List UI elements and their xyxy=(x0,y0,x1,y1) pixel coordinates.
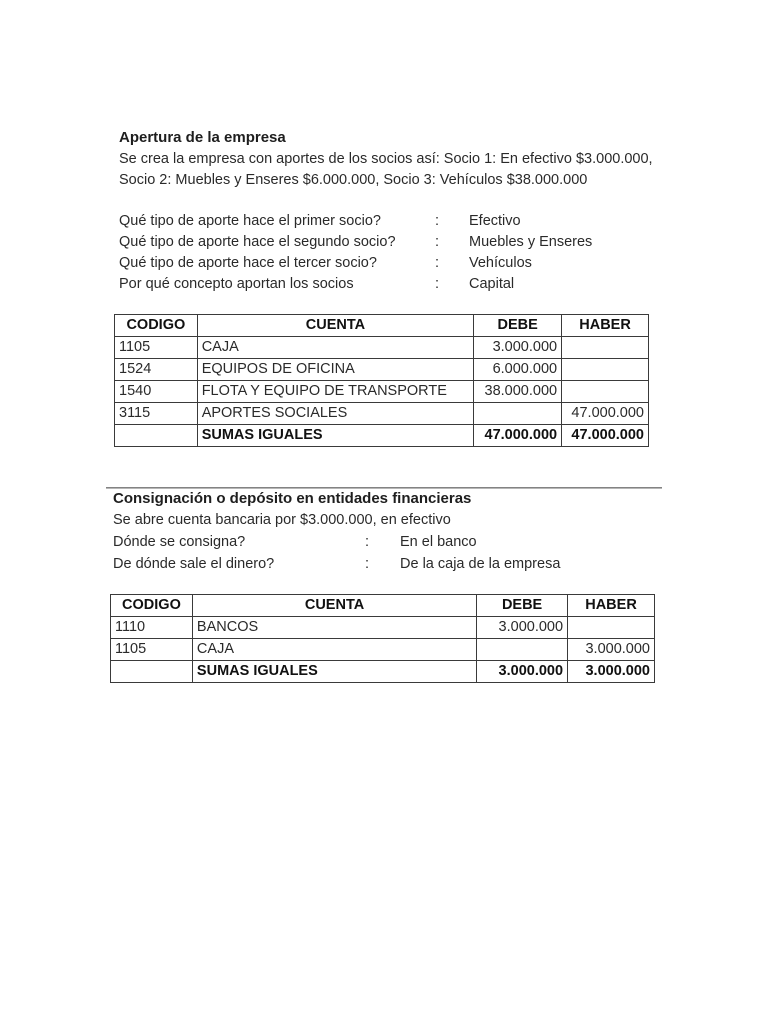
qa-row xyxy=(119,253,639,274)
cell-cuenta: APORTES SOCIALES xyxy=(197,403,474,425)
qa-list xyxy=(119,211,639,295)
header-haber: HABER xyxy=(568,595,655,617)
cell-debe: 3.000.000 xyxy=(477,617,568,639)
cell-cuenta: CAJA xyxy=(197,337,474,359)
qa-row xyxy=(113,553,593,575)
cell-debe: 38.000.000 xyxy=(474,381,562,403)
header-codigo: CODIGO xyxy=(111,595,193,617)
total-label: SUMAS IGUALES xyxy=(197,425,474,447)
qa-question: Dónde se consigna? xyxy=(113,534,246,550)
qa-question: Por qué concepto aportan los socios xyxy=(119,276,354,292)
cell-codigo: 1110 xyxy=(111,617,193,639)
qa-separator: : xyxy=(365,534,370,550)
total-haber: 3.000.000 xyxy=(568,661,655,683)
cell-debe: 6.000.000 xyxy=(474,359,562,381)
qa-answer: En el banco xyxy=(400,534,477,550)
cell-codigo: 1105 xyxy=(111,639,193,661)
cell-codigo: 1540 xyxy=(115,381,198,403)
table-total-row xyxy=(111,661,655,683)
cell-codigo: 1524 xyxy=(115,359,198,381)
header-haber: HABER xyxy=(562,315,649,337)
cell-codigo: 1105 xyxy=(115,337,198,359)
cell-cuenta: CAJA xyxy=(192,639,476,661)
header-cuenta: CUENTA xyxy=(192,595,476,617)
header-debe: DEBE xyxy=(474,315,562,337)
section-title: Apertura de la empresa xyxy=(119,129,286,146)
journal-table-consignacion xyxy=(110,594,655,683)
cell-haber xyxy=(568,617,655,639)
header-codigo: CODIGO xyxy=(115,315,198,337)
qa-row xyxy=(119,274,639,295)
table-row xyxy=(111,617,655,639)
qa-separator: : xyxy=(435,234,440,250)
cell-debe xyxy=(474,403,562,425)
qa-answer: De la caja de la empresa xyxy=(400,556,561,572)
cell-haber: 3.000.000 xyxy=(568,639,655,661)
section-apertura xyxy=(119,128,653,191)
cell-haber: 47.000.000 xyxy=(562,403,649,425)
table-header-row xyxy=(115,315,649,337)
cell-cuenta: FLOTA Y EQUIPO DE TRANSPORTE xyxy=(197,381,474,403)
table-row xyxy=(115,403,649,425)
qa-row xyxy=(119,211,639,232)
cell-haber xyxy=(562,337,649,359)
cell-haber xyxy=(562,359,649,381)
cell-cuenta: EQUIPOS DE OFICINA xyxy=(197,359,474,381)
qa-answer: Efectivo xyxy=(469,213,521,229)
qa-question: Qué tipo de aporte hace el primer socio? xyxy=(119,213,381,229)
paragraph-line: Socio 2: Muebles y Enseres $6.000.000, Socio 3: Vehículos $38.000.000 xyxy=(119,172,588,188)
qa-row xyxy=(119,232,639,253)
total-label: SUMAS IGUALES xyxy=(192,661,476,683)
cell-debe xyxy=(477,639,568,661)
qa-list xyxy=(113,531,593,575)
table-row xyxy=(115,381,649,403)
qa-question: Qué tipo de aporte hace el segundo socio? xyxy=(119,234,396,250)
qa-answer: Vehículos xyxy=(469,255,532,271)
header-cuenta: CUENTA xyxy=(197,315,474,337)
qa-question: Qué tipo de aporte hace el tercer socio? xyxy=(119,255,377,271)
table-total-row xyxy=(115,425,649,447)
qa-separator: : xyxy=(365,556,370,572)
table-row xyxy=(115,359,649,381)
qa-answer: Muebles y Enseres xyxy=(469,234,593,250)
cell-codigo-empty xyxy=(111,661,193,683)
total-haber: 47.000.000 xyxy=(562,425,649,447)
table-row xyxy=(111,639,655,661)
cell-haber xyxy=(562,381,649,403)
qa-separator: : xyxy=(435,276,440,292)
section-consignacion xyxy=(113,489,471,531)
total-debe: 3.000.000 xyxy=(477,661,568,683)
qa-row xyxy=(113,531,593,553)
cell-debe: 3.000.000 xyxy=(474,337,562,359)
table-row xyxy=(115,337,649,359)
paragraph-line: Se abre cuenta bancaria por $3.000.000, en efectivo xyxy=(113,512,451,528)
table-header-row xyxy=(111,595,655,617)
qa-question: De dónde sale el dinero? xyxy=(113,556,275,572)
qa-answer: Capital xyxy=(469,276,515,292)
total-debe: 47.000.000 xyxy=(474,425,562,447)
qa-separator: : xyxy=(435,255,440,271)
header-debe: DEBE xyxy=(477,595,568,617)
cell-cuenta: BANCOS xyxy=(192,617,476,639)
cell-codigo-empty xyxy=(115,425,198,447)
cell-codigo: 3115 xyxy=(115,403,198,425)
paragraph-line: Se crea la empresa con aportes de los socios así: Socio 1: En efectivo $3.000.000, xyxy=(119,151,653,167)
section-title: Consignación o depósito en entidades financieras xyxy=(113,490,472,507)
qa-separator: : xyxy=(435,213,440,229)
journal-table-apertura xyxy=(114,314,649,447)
